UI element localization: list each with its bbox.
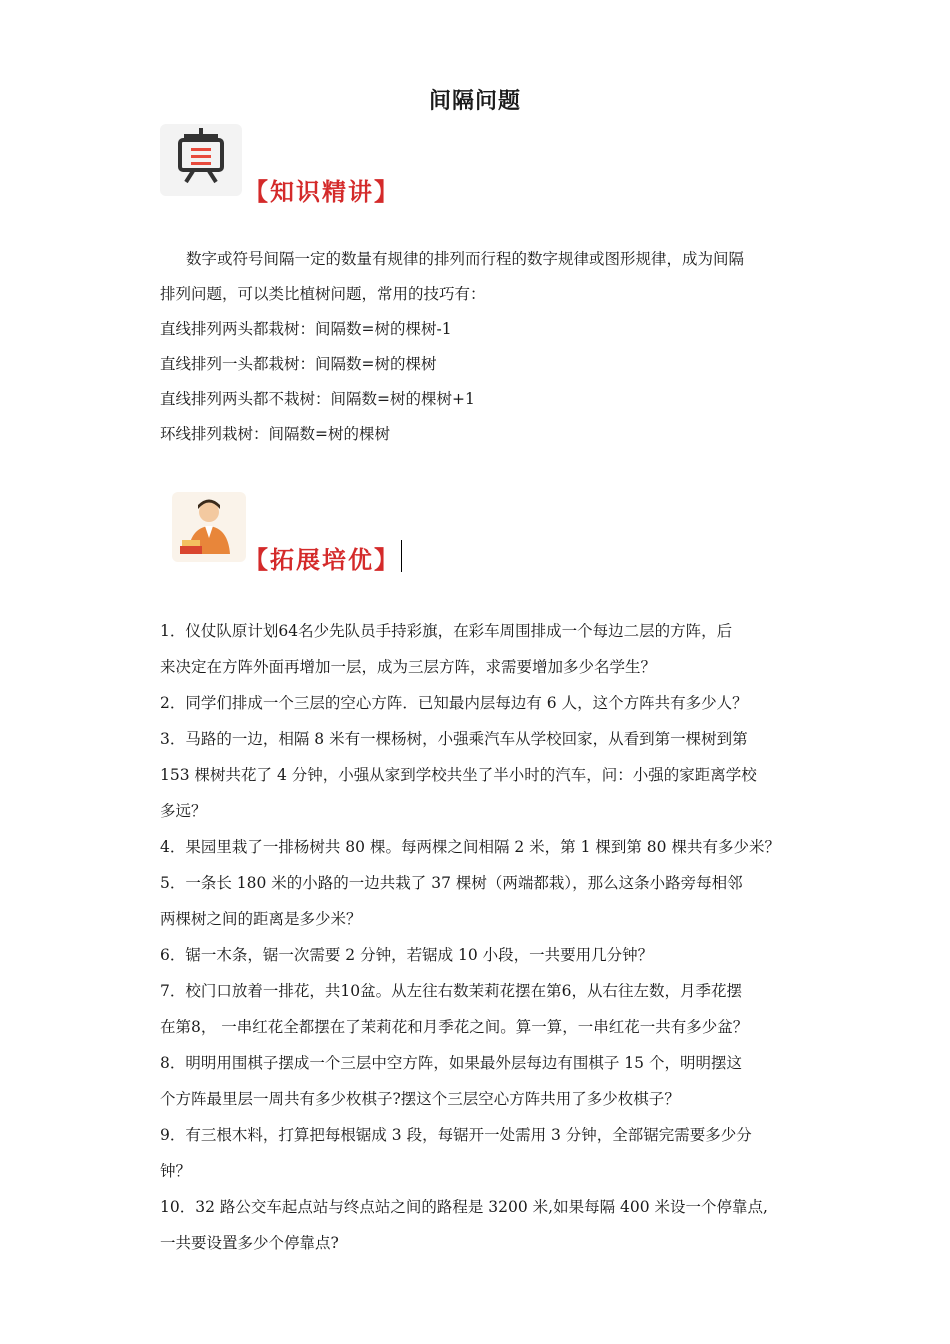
problem-line: 7．校门口放着一排花，共10盆。从左往右数茉莉花摆在第6，从右往左数，月季花摆 (160, 982, 742, 1000)
problem-line: 来决定在方阵外面再增加一层，成为三层方阵，求需要增加多少名学生？ (160, 658, 657, 676)
intro-line: 数字或符号间隔一定的数量有规律的排列而行程的数字规律或图形规律，成为间隔 (186, 250, 745, 268)
presentation-board-icon (160, 124, 242, 196)
text-cursor (401, 540, 402, 572)
problem-line: 2．同学们排成一个三层的空心方阵．已知最内层每边有 6 人，这个方阵共有多少人？ (160, 694, 748, 712)
knowledge-text (160, 242, 790, 452)
teacher-avatar-icon (172, 492, 246, 562)
rule-item: 环线排列栽树：间隔数=树的棵树 (160, 425, 390, 443)
problem-line: 153 棵树共花了 4 分钟，小强从家到学校共坐了半小时的汽车，问：小强的家距离学校 (160, 766, 757, 784)
section-banner-extension: 【拓展培优】 (244, 545, 400, 574)
problem-line: 两棵树之间的距离是多少米？ (160, 910, 362, 928)
problem-line: 4．果园里栽了一排杨树共 80 棵。每两棵之间相隔 2 米，第 1 棵到第 80 棵共有多少米？ (160, 838, 780, 856)
problem-line: 5．一条长 180 米的小路的一边共栽了 37 棵树（两端都栽），那么这条小路旁每相邻 (160, 874, 743, 892)
problem-line: 多远？ (160, 802, 207, 820)
rule-item: 直线排列两头都栽树：间隔数=树的棵树-1 (160, 320, 452, 338)
problem-line: 3．马路的一边，相隔 8 米有一棵杨树，小强乘汽车从学校回家，从看到第一棵树到第 (160, 730, 748, 748)
problem-line: 9．有三根木料，打算把每根锯成 3 段，每锯开一处需用 3 分钟，全部锯完需要多少分 (160, 1126, 752, 1144)
problem-line: 钟？ (160, 1162, 192, 1180)
problem-line: 一共要设置多少个停靠点? (160, 1234, 339, 1252)
problem-line: 个方阵最里层一周共有多少枚棋子?摆这个三层空心方阵共用了多少枚棋子？ (160, 1090, 680, 1108)
problem-line: 6．锯一木条，锯一次需要 2 分钟，若锯成 10 小段，一共要用几分钟？ (160, 946, 654, 964)
rule-item: 直线排列一头都栽树：间隔数=树的棵树 (160, 355, 437, 373)
page-title: 间隔问题 (428, 89, 521, 114)
rule-item: 直线排列两头都不栽树：间隔数=树的棵树+1 (160, 390, 475, 408)
intro-line: 排列问题，可以类比植树问题，常用的技巧有： (160, 285, 486, 303)
problem-list (160, 613, 790, 1261)
problem-line: 1．仪仗队原计划64名少先队员手持彩旗，在彩车周围排成一个每边二层的方阵，后 (160, 622, 733, 640)
problem-line: 8．明明用围棋子摆成一个三层中空方阵，如果最外层每边有围棋子 15 个，明明摆这 (160, 1054, 742, 1072)
problem-line: 在第8， 一串红花全都摆在了茉莉花和月季花之间。算一算，一串红花一共有多少盆？ (160, 1018, 749, 1036)
section-banner-knowledge: 【知识精讲】 (244, 177, 400, 206)
problem-line: 10．32 路公交车起点站与终点站之间的路程是 3200 米,如果每隔 400 米设一个停靠点, (160, 1198, 768, 1216)
